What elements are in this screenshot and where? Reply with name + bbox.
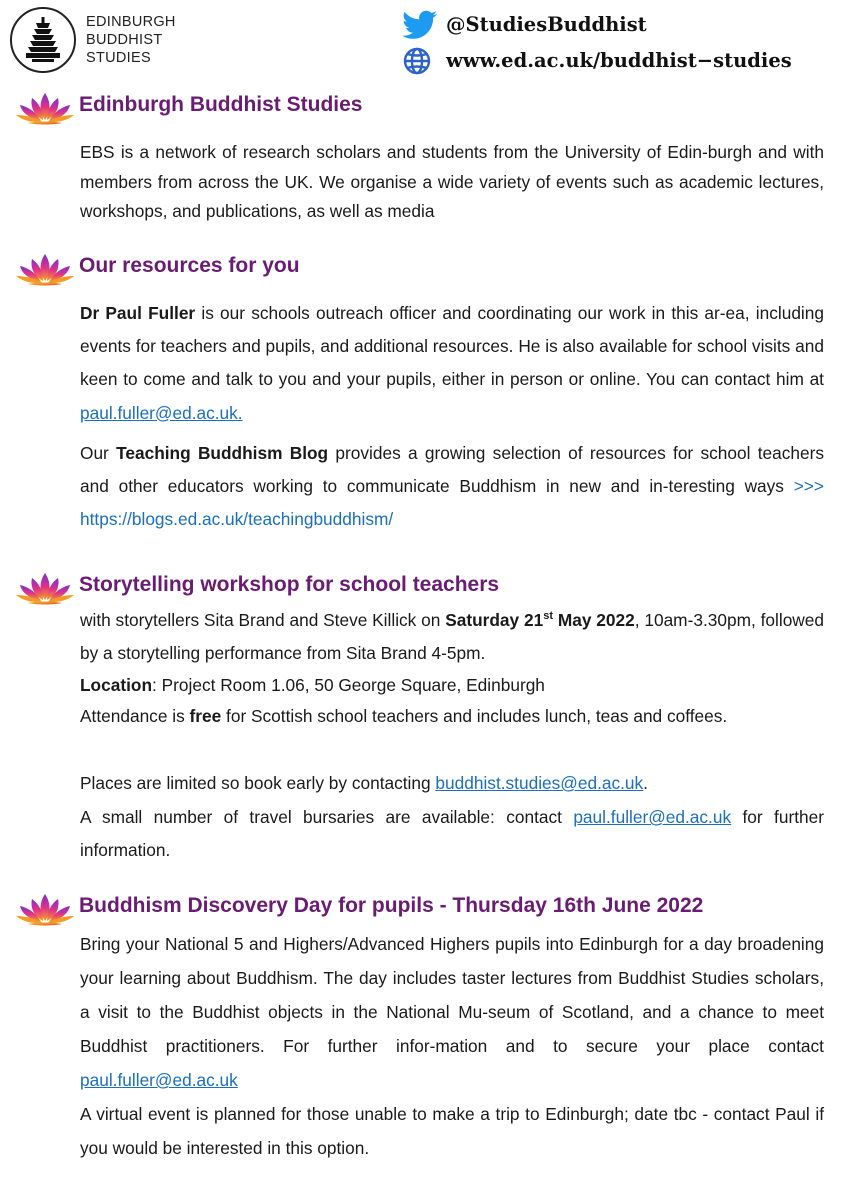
website-url[interactable]: www.ed.ac.uk/buddhist−studies [446,49,792,72]
workshop-date-month: May 2022 [553,609,635,630]
discovery-description [80,927,824,1097]
section-heading-ebs: Edinburgh Buddhist Studies [79,93,363,116]
attendance-text: Attendance is [80,706,190,726]
lotus-icon [14,891,76,927]
workshop-attendance [80,700,824,733]
section-heading-discovery: Buddhism Discovery Day for pupils - Thursday 16th June 2022 [79,894,704,917]
section-heading-workshop: Storytelling workshop for school teachers [79,573,500,596]
resources-paragraph-blog [80,437,824,537]
blog-name: Teaching Buddhism Blog [116,443,329,463]
twitter-contact[interactable] [400,10,840,40]
section-heading-resources: Our resources for you [79,254,300,277]
attendance-text-end: for Scottish school teachers and includes lunch, teas and coffees. [221,706,728,726]
workshop-bursary [80,801,824,867]
paul-fuller-email-link[interactable]: paul.fuller@ed.ac.uk [573,807,732,827]
workshop-date-suffix: st [543,610,553,622]
workshop-booking [80,770,648,796]
logo-text [86,13,176,67]
workshop-date [445,610,635,630]
lotus-icon [14,251,76,287]
workshop-intro [80,600,824,670]
ebs-description: EBS is a network of research scholars and students from the University of Edin-burgh and with members from across the UK. We organise a wide variety of events such as academic lectures, workshops, and publications, as well as media [80,142,824,221]
workshop-date-day: Saturday 21 [445,609,544,630]
discovery-virtual-event: A virtual event is planned for those unable to make a trip to Edinburgh; date tbc - contact Paul if you would be interested in this option. [80,1104,824,1158]
workshop-location [80,672,545,698]
outreach-officer-name: Dr Paul Fuller [80,303,196,323]
workshop-intro-end: , 10am-3.30pm, followed by a storytelling performance from Sita Brand 4-5pm. [80,609,825,663]
twitter-bird-icon [400,10,440,40]
blog-text-start: Our [80,443,117,463]
bursary-text-end: for further information. [80,807,824,861]
logo-line: EDINBURGH [86,14,176,30]
logo-emblem [10,7,76,73]
logo-line: STUDIES [86,50,151,66]
lotus-icon [14,570,76,606]
globe-icon [400,46,440,76]
location-label: Location [80,675,153,695]
discovery-text: Bring your National 5 and Highers/Advanced Highers pupils into Edinburgh for a day broadening your learning about Buddhism. The day includes taster lectures from Buddhist Studies scholars, a visit to the Buddhist objects in the National Mu-seum of Scotland, and a chance to meet Buddhist practitioners. For further infor-mation and to secure your place contact [80,934,824,1056]
workshop-intro-text: with storytellers Sita Brand and Steve Killick on [80,609,446,630]
location-text: : Project Room 1.06, 50 George Square, Edinburgh [152,675,545,695]
paul-fuller-email-link[interactable]: paul.fuller@ed.ac.uk. [80,402,243,423]
buddhist-studies-email-link[interactable]: buddhist.studies@ed.ac.uk [435,773,644,793]
twitter-handle[interactable]: @StudiesBuddhist [446,13,647,36]
resources-paragraph-outreach [80,297,824,430]
blog-text: provides a growing selection of resources for school teachers and other educators working to communicate Buddhism in new and in-teresting ways [80,443,824,497]
outreach-text: is our schools outreach officer and coordinating our work in this ar-ea, including events for teachers and pupils, and additional resources. He is also available for school visits and keen to come and talk to you and your pupils, either in person or online. You can contact him at [80,303,824,390]
blog-link[interactable]: >>> https://blogs.ed.ac.uk/teachingbuddhism/ [80,476,824,530]
logo-line: BUDDHIST [86,32,163,48]
lotus-icon [14,90,76,126]
website-contact[interactable] [400,46,840,76]
pagoda-icon [12,9,74,71]
attendance-free: free [189,706,222,726]
bursary-text: A small number of travel bursaries are available: contact [80,807,574,827]
booking-text: Places are limited so book early by contacting [80,773,436,793]
paul-fuller-email-link[interactable]: paul.fuller@ed.ac.uk [80,1070,238,1090]
booking-text-end: . [643,773,648,793]
